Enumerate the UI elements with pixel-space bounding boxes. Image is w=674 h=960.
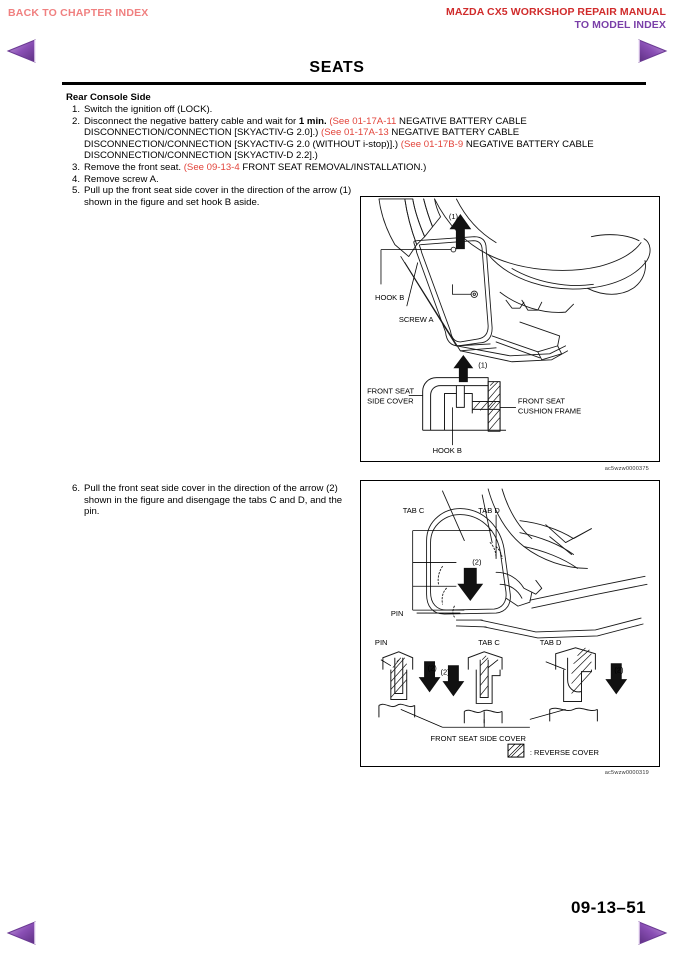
figure2-tab-d-detail-label: TAB D [539,637,562,647]
title-divider [62,82,646,85]
step-text: Pull the front seat side cover in the direction of the arrow (2) shown in the figure and disengage the tabs C and D, and the pin. [84,483,343,518]
step-number: 1. [71,104,80,115]
figure-1-code: ac5wzw0000375 [604,466,649,472]
cross-reference-link[interactable]: (See 09-13-4 [183,161,240,173]
procedure-step-3 [66,162,656,174]
procedure-step-list [66,104,656,208]
figure2-arrow-2-b-label: (2) [440,667,450,677]
section-heading: Rear Console Side [66,92,151,103]
figure2-arrow-2-a-label: (2) [427,663,437,673]
step-text [84,104,656,116]
figure-2-illustration [361,481,659,766]
right-arrow-icon [629,920,669,946]
nav-previous-bottom-button[interactable] [5,920,45,946]
step-text-run: Remove the front seat. [84,161,184,173]
figure1-arrow-1-detail-label: (1) [478,360,488,370]
step-number: 5. [71,185,80,197]
figure-2-code: ac5wzw0000319 [604,770,649,776]
step-text-run: Switch the ignition off (LOCK). [84,104,213,115]
figure2-reverse-cover-legend-label: : REVERSE COVER [529,748,599,758]
step-number: 4. [71,173,80,185]
figure1-hook-b-label: HOOK B [375,293,405,303]
figure1-front-seat-cushion-frame-label-line1: FRONT SEAT [517,396,565,406]
direction-arrow-2-main [458,568,482,600]
figure2-tab-c-detail-label: TAB C [478,637,500,647]
nav-next-bottom-button[interactable] [629,920,669,946]
to-model-index-link[interactable]: TO MODEL INDEX [574,19,666,31]
procedure-step-1 [66,104,656,116]
figure1-front-seat-side-cover-label-line1: FRONT SEAT [367,386,415,396]
figure-front-seat-side-cover-removal [360,196,660,462]
emphasis-text: 1 min. [298,115,327,127]
figure-front-seat-side-cover-tabs [360,480,660,767]
step-text-run: Remove screw A. [84,173,159,185]
figure2-tab-d-label: TAB D [478,505,500,515]
figure2-arrow-2-label: (2) [472,557,482,567]
figure1-front-seat-side-cover-label-line2: SIDE COVER [367,396,414,406]
figure2-arrow-2-c-label: (2) [614,665,624,675]
procedure-step-6 [66,483,356,518]
figure-1-illustration [361,197,659,461]
figure1-hook-b-detail-label: HOOK B [432,446,462,456]
figure2-pin-detail-label: PIN [374,637,388,647]
step-text-run: Disconnect the negative battery cable and wait for [84,115,299,127]
cross-reference-link[interactable]: (See 01-17A-13 [321,127,389,139]
step-number: 6. [71,483,80,494]
step-number: 2. [71,115,80,127]
step-text-run: Pull up the front seat side cover in the direction of the arrow (1) shown in the figure and set hook B aside. [84,185,352,208]
cross-reference-link[interactable]: (See 01-17B-9 [400,138,464,150]
step-text-run: FRONT SEAT REMOVAL/INSTALLATION.) [239,161,427,173]
cross-reference-link[interactable]: (See 01-17A-11 [329,115,397,127]
procedure-step-4 [66,174,656,186]
step-text-run: NEGATIVE BATTERY CABLE DISCONNECTION/CONNECTION [SKYACTIV-D 2.2].) [84,138,594,162]
figure1-arrow-1-label: (1) [448,211,459,221]
figure1-screw-a-label: SCREW A [398,315,434,325]
step-text [84,185,356,208]
step-text-run: NEGATIVE BATTERY CABLE DISCONNECTION/CONNECTION [SKYACTIV-G 2.0 (WITHOUT i-stop)].) [84,127,520,150]
step-text [84,116,656,162]
figure2-pin-label: PIN [390,609,404,619]
step-number: 3. [71,161,80,173]
figure2-front-seat-side-cover-label: FRONT SEAT SIDE COVER [430,734,526,744]
step-text [84,162,656,174]
figure1-front-seat-cushion-frame-label-line2: CUSHION FRAME [517,406,582,416]
figure2-tab-c-label: TAB C [402,505,425,515]
left-arrow-icon [5,920,45,946]
procedure-step-2 [66,116,656,162]
manual-title: MAZDA CX5 WORKSHOP REPAIR MANUAL [445,6,666,18]
page-number: 09-13–51 [570,898,646,917]
reverse-cover-legend-swatch [508,744,524,757]
header-right-block [446,6,666,32]
step-text [84,174,656,186]
page-title: SEATS [309,59,365,76]
step-text-run: NEGATIVE BATTERY CABLE DISCONNECTION/CONNECTION [SKYACTIV-G 2.0].) [84,115,527,139]
back-to-chapter-index-link[interactable]: BACK TO CHAPTER INDEX [8,7,149,19]
